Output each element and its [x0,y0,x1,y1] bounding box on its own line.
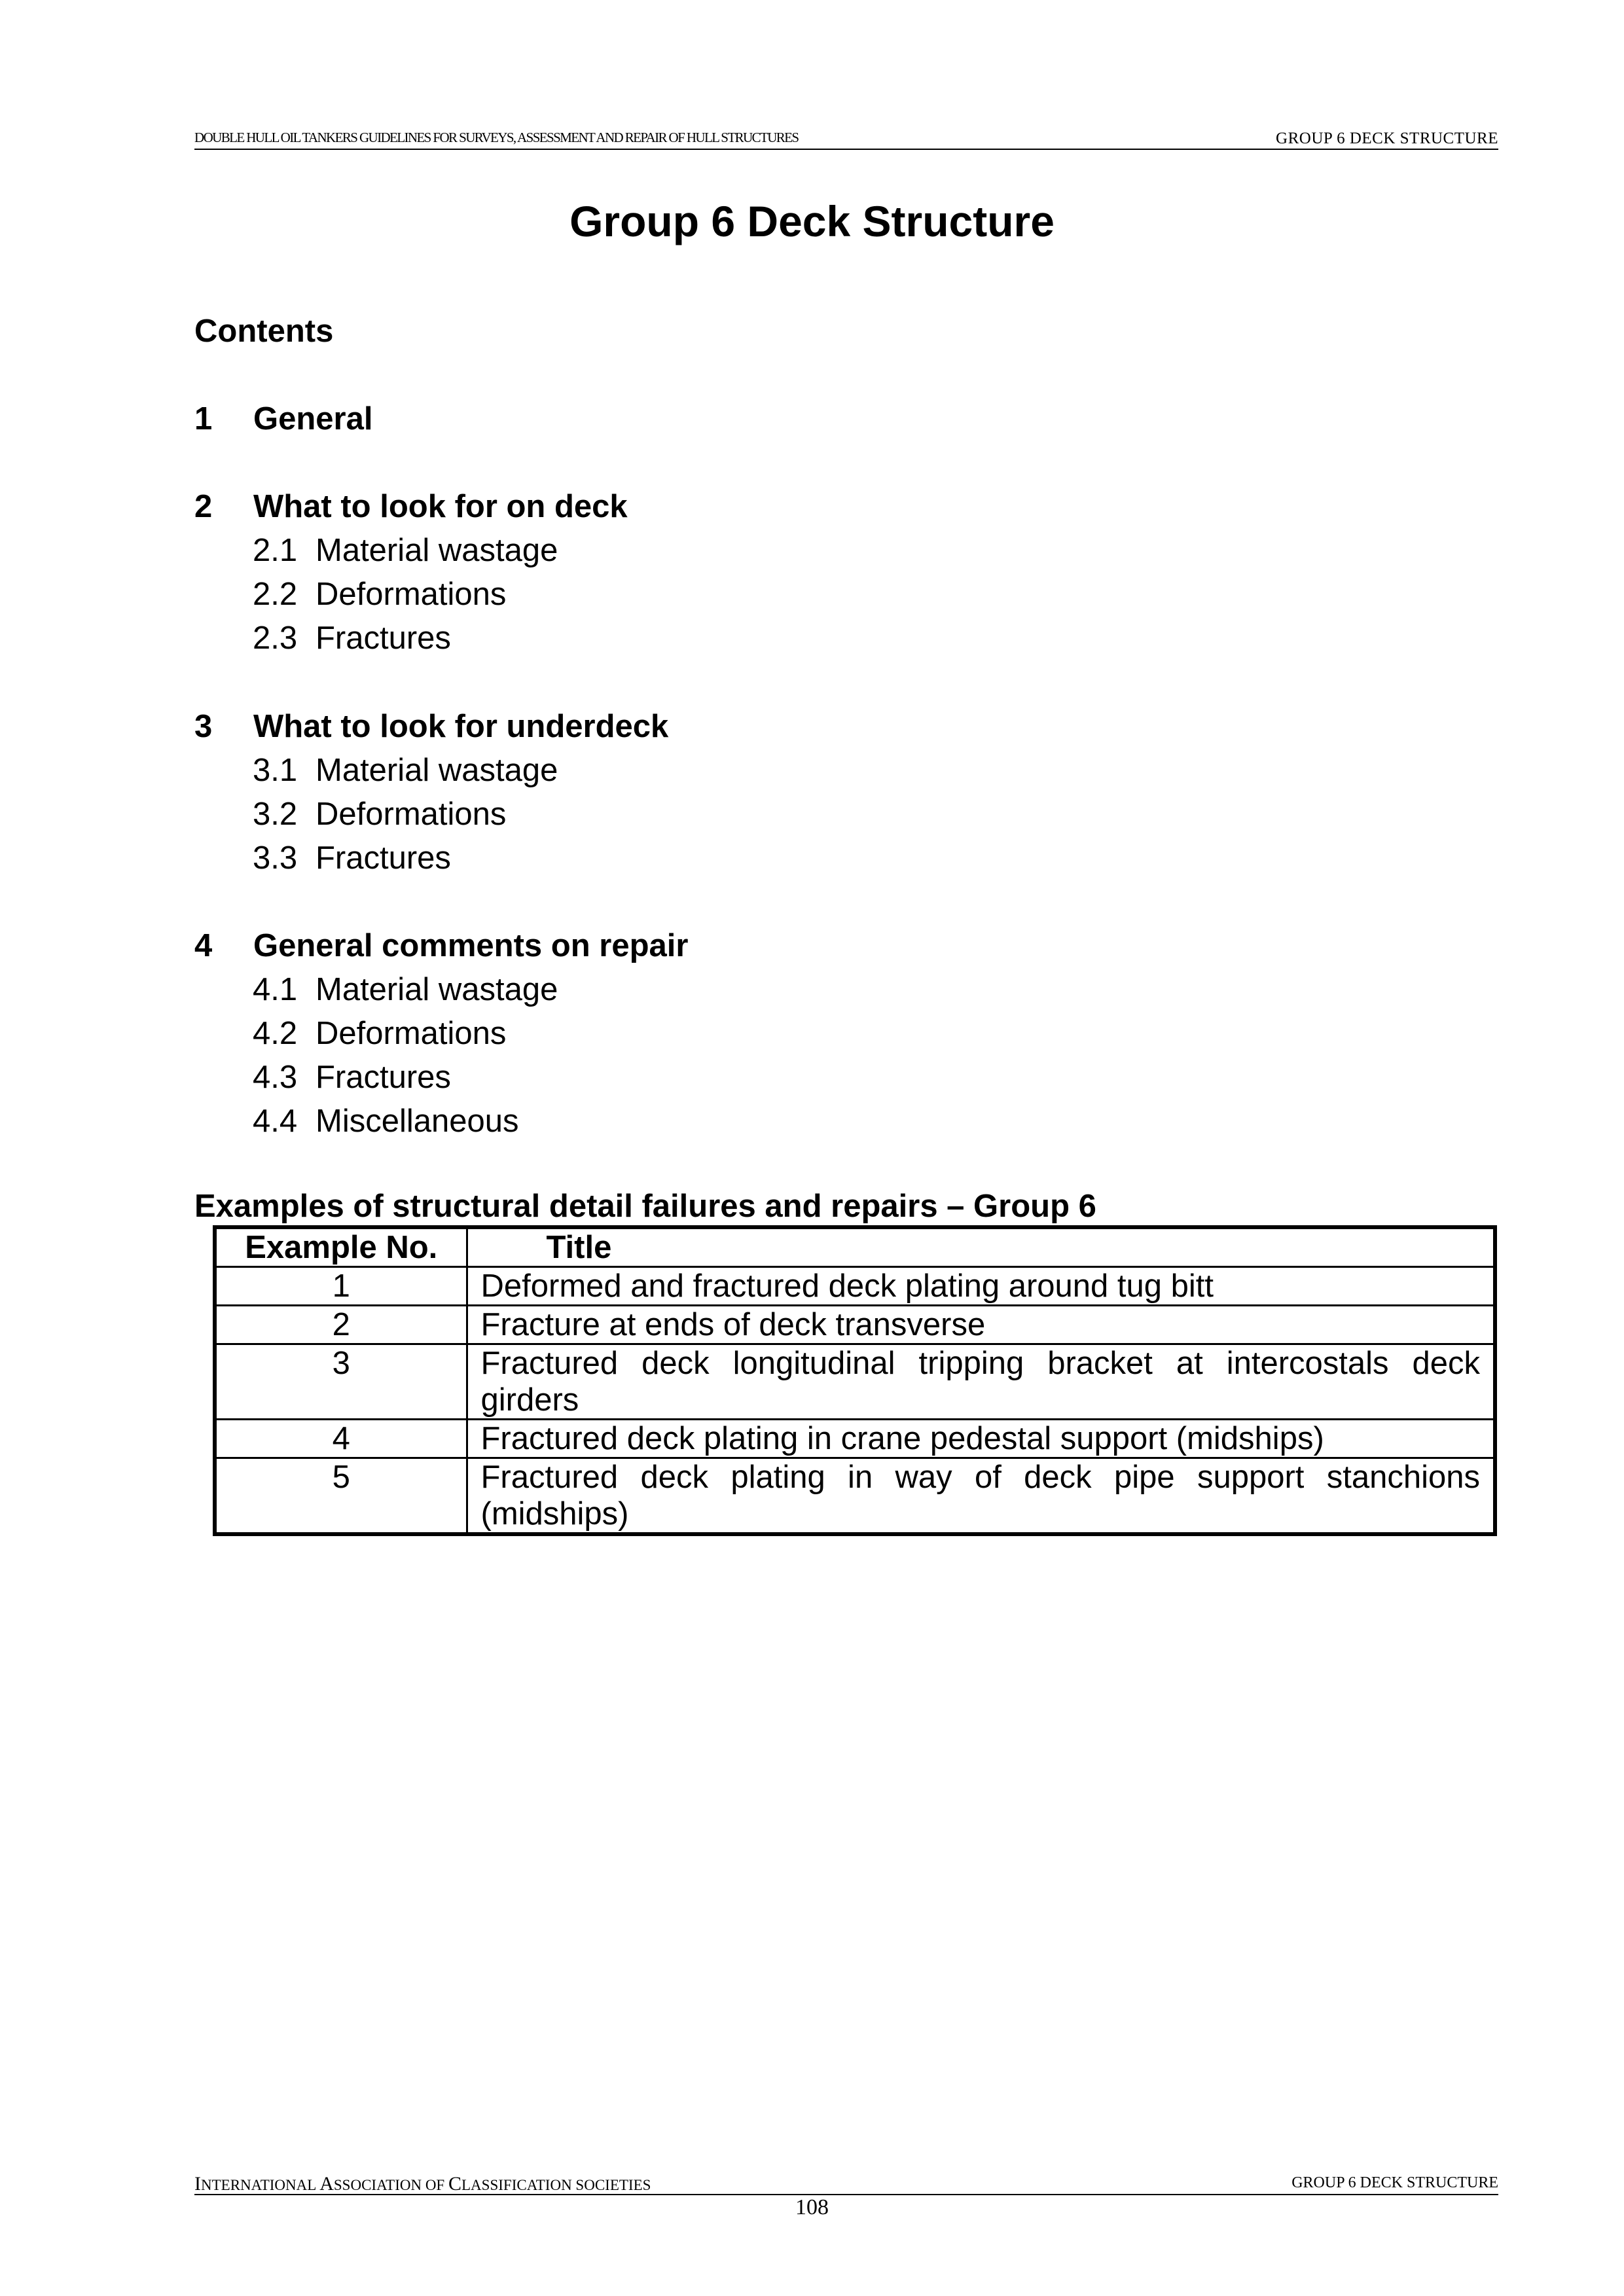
column-header-example-no: Example No. [215,1227,467,1267]
contents-subsection-4-4 [253,1103,519,1139]
footer-initial-c: C [448,2173,461,2195]
subsection-number: 3.1 [253,753,298,788]
subsection-label: Fractures [316,620,451,656]
subsection-label: Deformations [316,577,507,612]
contents-subsection-3-1 [253,752,558,789]
subsection-number: 4.4 [253,1103,298,1139]
table-row [215,1267,1495,1306]
contents-section-2 [194,488,628,525]
subsection-label: Fractures [316,1060,451,1095]
section-label: What to look for underdeck [253,709,669,744]
subsection-label: Deformations [316,1016,507,1051]
example-number: 5 [215,1458,467,1535]
contents-subsection-3-3 [253,840,451,876]
contents-subsection-3-2 [253,796,506,833]
section-number: 2 [194,489,213,524]
contents-subsection-4-3 [253,1059,451,1096]
example-number: 4 [215,1420,467,1458]
contents-heading: Contents [194,314,334,349]
subsection-number: 4.2 [253,1016,298,1051]
examples-table [213,1225,1497,1536]
table-row [215,1344,1495,1420]
example-number: 1 [215,1267,467,1306]
subsection-number: 4.3 [253,1060,298,1095]
contents-section-4 [194,927,688,964]
subsection-label: Material wastage [316,972,558,1007]
table-row [215,1458,1495,1535]
subsection-number: 2.2 [253,577,298,612]
page-number: 108 [795,2195,829,2219]
section-label: What to look for on deck [253,489,628,524]
footer-initial-a: A [319,2173,334,2195]
header-rule [194,149,1498,150]
subsection-label: Fractures [316,840,451,876]
section-number: 1 [194,401,213,437]
table-row [215,1306,1495,1344]
page-title: Group 6 Deck Structure [569,197,1055,245]
subsection-number: 3.2 [253,797,298,832]
running-header-left: DOUBLE HULL OIL TANKERS GUIDELINES FOR SURVEYS, ASSESSMENT AND REPAIR OF HULL STRUCTURES [194,130,799,145]
table-row [215,1420,1495,1458]
footer-word: LASSIFICATION SOCIETIES [461,2177,651,2193]
example-title: Fractured deck plating in way of deck pipe support stanchions (midships) [467,1458,1495,1535]
subsection-label: Miscellaneous [316,1103,519,1139]
example-title: Fractured deck plating in crane pedestal support (midships) [467,1420,1495,1458]
subsection-number: 2.3 [253,620,298,656]
contents-subsection-2-1 [253,532,558,569]
footer-initial-i: I [194,2173,201,2195]
contents-subsection-4-2 [253,1015,506,1052]
contents-section-1 [194,401,372,437]
contents-subsection-2-3 [253,620,451,656]
subsection-number: 3.3 [253,840,298,876]
examples-heading: Examples of structural detail failures and repairs – Group 6 [194,1189,1096,1224]
section-number: 3 [194,709,213,744]
section-label: General comments on repair [253,928,689,963]
subsection-label: Deformations [316,797,507,832]
subsection-number: 4.1 [253,972,298,1007]
subsection-label: Material wastage [316,533,558,568]
running-header-right: GROUP 6 DECK STRUCTURE [1276,130,1498,147]
example-title: Deformed and fractured deck plating around tug bitt [467,1267,1495,1306]
section-number: 4 [194,928,213,963]
column-header-title: Title [467,1227,1495,1267]
footer-word: NTERNATIONAL [201,2177,320,2193]
running-footer-left [194,2173,651,2195]
subsection-label: Material wastage [316,753,558,788]
example-number: 2 [215,1306,467,1344]
contents-subsection-2-2 [253,576,506,613]
example-number: 3 [215,1344,467,1420]
example-title: Fractured deck longitudinal tripping bracket at intercostals deck girders [467,1344,1495,1420]
subsection-number: 2.1 [253,533,298,568]
section-label: General [253,401,373,437]
example-title: Fracture at ends of deck transverse [467,1306,1495,1344]
contents-subsection-4-1 [253,971,558,1008]
contents-section-3 [194,708,668,745]
footer-word: SSOCIATION OF [333,2177,448,2193]
table-header-row [215,1227,1495,1267]
running-footer-right: GROUP 6 DECK STRUCTURE [1291,2174,1498,2191]
